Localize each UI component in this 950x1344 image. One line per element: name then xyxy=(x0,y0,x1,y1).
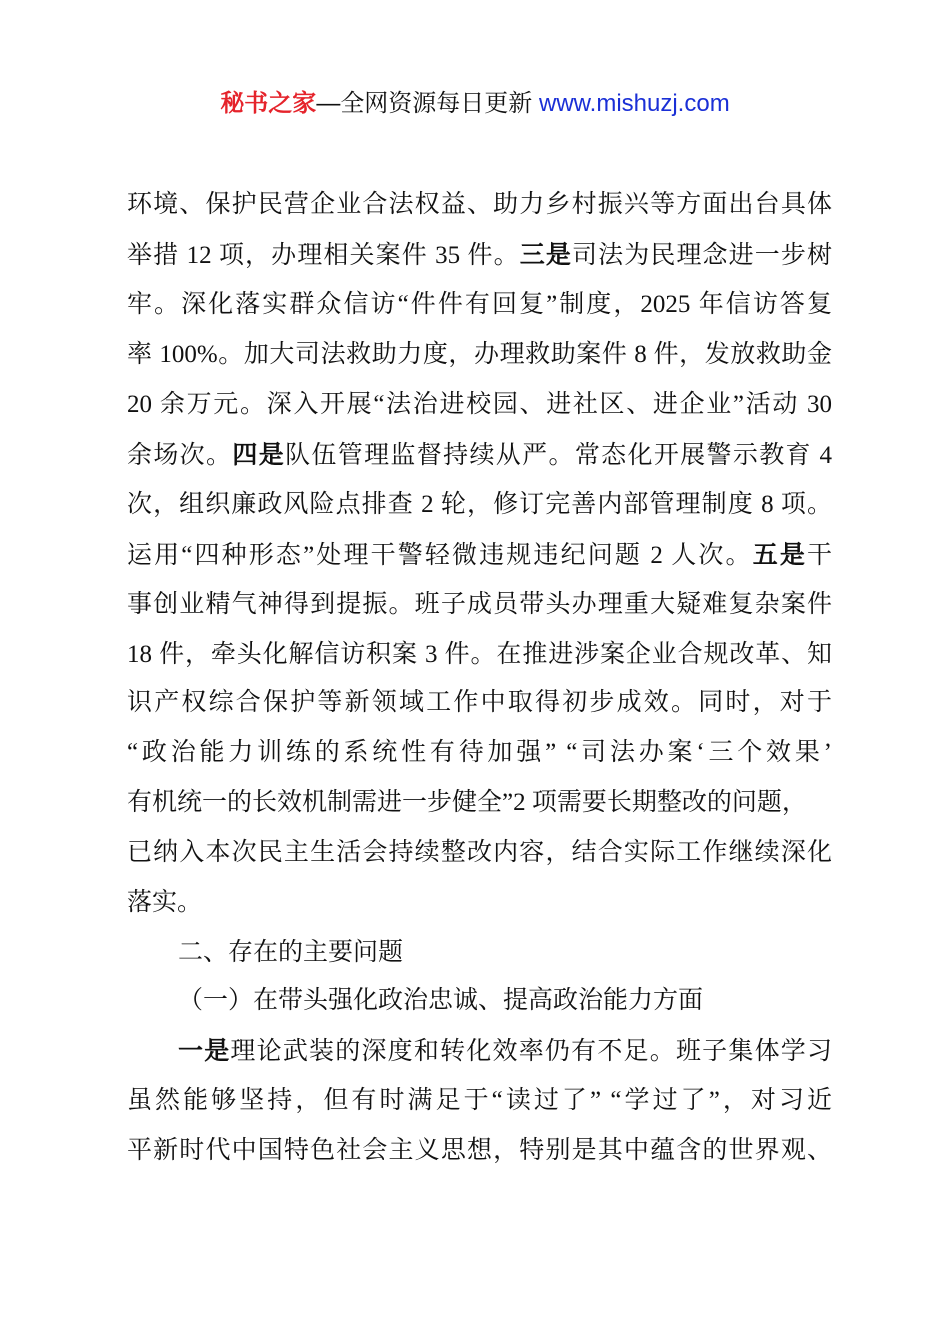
line-text: 环境、保护民营企业合法权益、助力乡村振兴等方面出台具体 xyxy=(127,191,832,218)
line-text: 牢。深化落实群众信访“件件有回复”制度，2025 年信访答复 xyxy=(127,291,832,318)
site-header xyxy=(0,88,950,120)
header-slogan: —全网资源每日更新 xyxy=(316,90,539,117)
text-line xyxy=(127,538,832,573)
line-text: 落实。 xyxy=(127,889,203,916)
line-text: 理论武装的深度和转化效率仍有不足。班子集体学习 xyxy=(230,1038,832,1065)
text-line xyxy=(127,388,832,422)
line-text: 识产权综合保护等新领域工作中取得初步成效。同时，对于 xyxy=(127,689,832,716)
line-text: 次，组织廉政风险点排查 2 轮，修订完善内部管理制度 8 项。 xyxy=(127,491,832,518)
line-text: 18 件，牵头化解信访积案 3 件。在推进涉案企业合规改革、知 xyxy=(127,641,832,668)
text-line xyxy=(178,936,832,970)
line-text: 队伍管理监督持续从严。常态化开展警示教育 4 xyxy=(285,442,832,469)
line-text: （一）在带头强化政治忠诚、提高政治能力方面 xyxy=(178,987,704,1014)
line-text: 事创业精气神得到提振。班子成员带头办理重大疑难复杂案件 xyxy=(127,591,832,618)
text-line xyxy=(127,338,832,372)
text-line xyxy=(127,188,832,222)
text-line xyxy=(178,984,832,1018)
line-text: 已纳入本次民主生活会持续整改内容，结合实际工作继续深化 xyxy=(127,839,832,866)
line-text: “政治能力训练的系统性有待加强” “司法办案‘三个效果’ xyxy=(127,739,832,766)
text-line xyxy=(127,238,832,273)
text-line xyxy=(127,886,832,920)
line-text: 有机统一的长效机制需进一步健全”2 项需要长期整改的问题， xyxy=(127,789,807,816)
brand-name: 秘书之家 xyxy=(220,90,317,117)
text-line xyxy=(127,1084,832,1118)
text-line xyxy=(127,836,832,870)
bold-lead-phrase: 五是 xyxy=(752,540,807,569)
line-text: 运用“四种形态”处理干警轻微违规违纪问题 2 人次。 xyxy=(127,542,753,569)
site-url-link[interactable]: www.mishuzj.com xyxy=(538,90,730,117)
line-text: 余场次。 xyxy=(127,442,233,469)
text-line xyxy=(127,588,832,622)
text-line xyxy=(127,488,832,522)
line-text: 20 余万元。深入开展“法治进校园、进社区、进企业”活动 30 xyxy=(127,391,832,418)
line-text: 举措 12 项，办理相关案件 35 件。 xyxy=(127,242,520,269)
text-line xyxy=(178,1034,832,1069)
text-line xyxy=(127,638,832,672)
text-line xyxy=(127,686,832,720)
text-line xyxy=(127,438,832,473)
line-text: 平新时代中国特色社会主义思想，特别是其中蕴含的世界观、 xyxy=(127,1137,832,1164)
text-line xyxy=(127,1134,832,1168)
text-line xyxy=(127,288,832,322)
line-text: 虽然能够坚持，但有时满足于“读过了” “学过了”，对习近 xyxy=(127,1087,832,1114)
bold-lead-phrase: 三是 xyxy=(519,240,572,269)
bold-lead-phrase: 一是 xyxy=(178,1036,231,1065)
line-text: 干 xyxy=(806,542,832,569)
line-text: 率 100%。加大司法救助力度，办理救助案件 8 件，发放救助金 xyxy=(127,341,832,368)
line-text: 司法为民理念进一步树 xyxy=(572,242,832,269)
text-line xyxy=(127,736,832,770)
text-line xyxy=(127,786,832,820)
bold-lead-phrase: 四是 xyxy=(232,440,286,469)
line-text: 二、存在的主要问题 xyxy=(178,939,404,966)
